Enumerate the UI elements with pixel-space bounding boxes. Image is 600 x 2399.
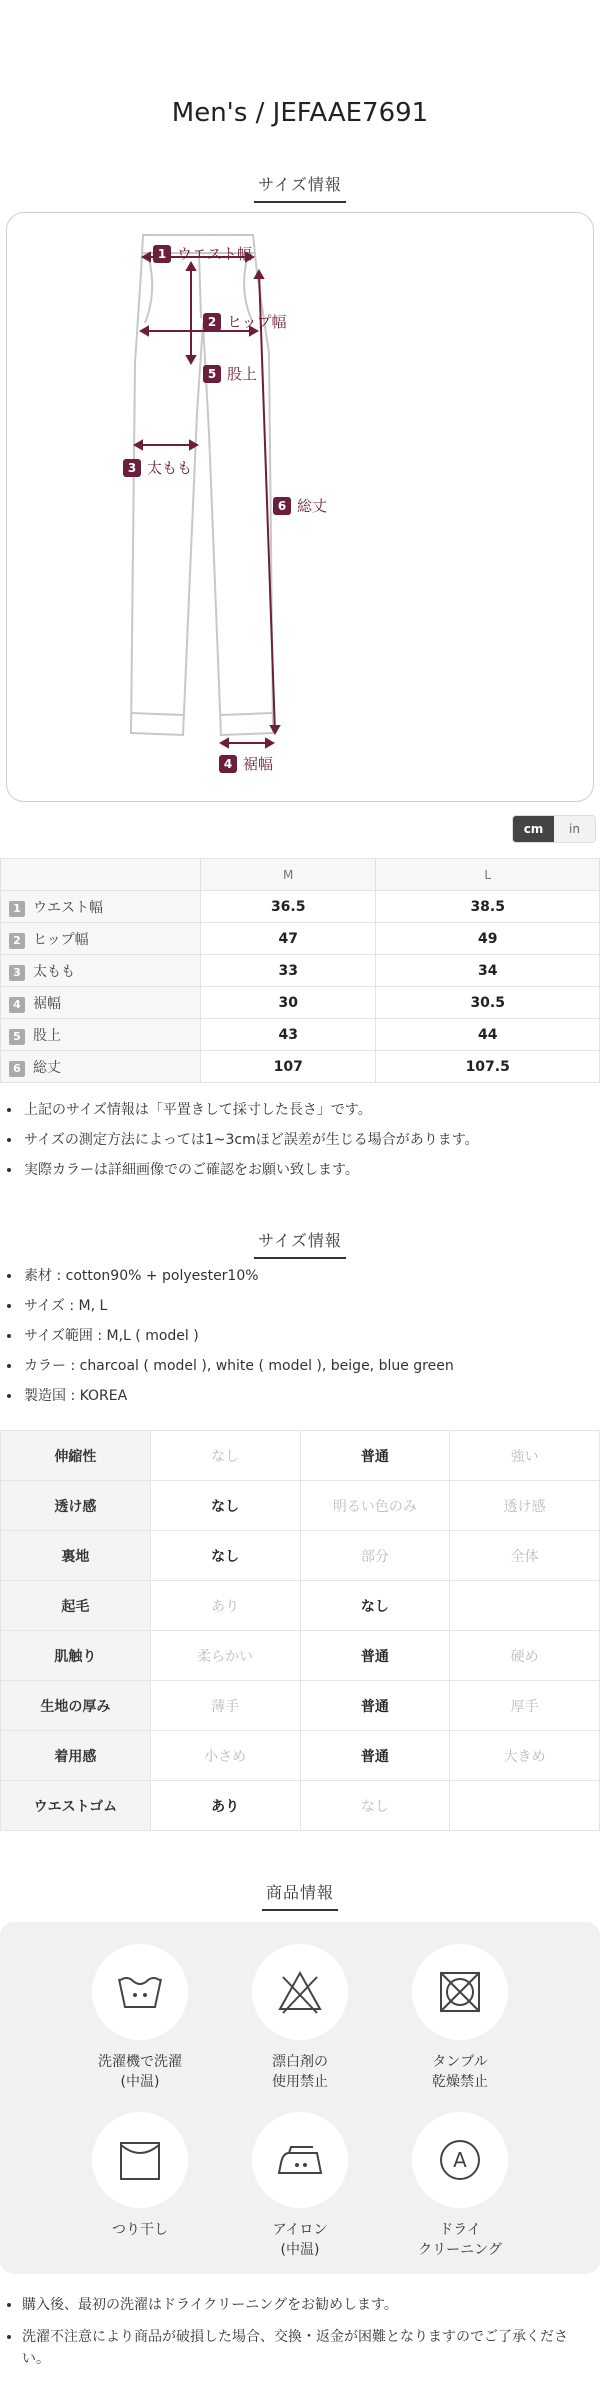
pants-measurement-diagram (6, 212, 594, 802)
table-row (1, 1631, 600, 1681)
table-row (1, 1581, 600, 1631)
list-item: • 洗濯不注意により商品が破損した場合、交換・返金が困難となりますのでご了承ください。 (22, 2326, 582, 2370)
table-row: 4 裾幅 30 30.5 (1, 987, 600, 1019)
spec-option: 普通 (300, 1631, 450, 1681)
cell-value: 38.5 (376, 891, 600, 923)
unit-in-button[interactable]: in (554, 816, 595, 842)
wash-30-icon (115, 1967, 165, 2017)
list-item: • カラー : charcoal ( model ), white ( model ), beige, blue green (22, 1356, 582, 1376)
spec-option: 柔らかい (150, 1631, 300, 1681)
spec-label: 起毛 (1, 1581, 151, 1631)
row-label: 総丈 (33, 1059, 61, 1076)
no-tumble-dry-icon (435, 1967, 485, 2017)
cell-value: 44 (376, 1019, 600, 1051)
table-row: 3 太もも 33 34 (1, 955, 600, 987)
spec-option: 全体 (450, 1531, 600, 1581)
dry-clean-icon (435, 2135, 485, 2185)
cell-value: 30.5 (376, 987, 600, 1019)
header-size-m: M (201, 859, 376, 891)
list-item: • 実際カラーは詳細画像でのご確認をお願い致します。 (22, 1160, 582, 1180)
spec-option: なし (300, 1781, 450, 1831)
spec-option (450, 1581, 600, 1631)
header-empty (1, 859, 201, 891)
list-item: • サイズ : M, L (22, 1296, 582, 1316)
spec-label: 裏地 (1, 1531, 151, 1581)
spec-label: 着用感 (1, 1731, 151, 1781)
spec-option: 部分 (300, 1531, 450, 1581)
table-row: 2 ヒップ幅 47 49 (1, 923, 600, 955)
care-notes (22, 2294, 582, 2380)
label-waist: 1 ウエスト幅 (153, 243, 252, 264)
care-item: タンブル 乾燥禁止 (380, 1944, 540, 2092)
cell-value: 49 (376, 923, 600, 955)
cell-value: 43 (201, 1019, 376, 1051)
table-row (1, 1731, 600, 1781)
cell-value: 30 (201, 987, 376, 1019)
list-item: • 上記のサイズ情報は「平置きして採寸した長さ」です。 (22, 1100, 582, 1120)
iron-medium-icon (275, 2135, 325, 2185)
info-section-heading: サイズ情報 (0, 1228, 600, 1259)
row-label: ヒップ幅 (33, 931, 89, 948)
spec-option: 強い (450, 1431, 600, 1481)
table-row (1, 1681, 600, 1731)
table-row (1, 1481, 600, 1531)
row-label: 裾幅 (33, 995, 61, 1012)
spec-option: あり (150, 1781, 300, 1831)
spec-option: なし (150, 1531, 300, 1581)
spec-option: なし (150, 1481, 300, 1531)
svg-text:A: A (453, 2148, 467, 2172)
list-item: • 製造国 : KOREA (22, 1386, 582, 1406)
spec-option: なし (150, 1431, 300, 1481)
row-label: 太もも (33, 963, 75, 980)
care-instructions-panel (0, 1922, 600, 2274)
cell-value: 47 (201, 923, 376, 955)
unit-toggle[interactable] (512, 815, 596, 843)
spec-option: 透け感 (450, 1481, 600, 1531)
cell-value: 34 (376, 955, 600, 987)
care-item: 漂白剤の 使用禁止 (220, 1944, 380, 2092)
unit-cm-button[interactable]: cm (513, 816, 554, 842)
size-notes (22, 1100, 582, 1190)
table-row: 5 股上 43 44 (1, 1019, 600, 1051)
spec-option: 大きめ (450, 1731, 600, 1781)
table-row: 6 総丈 107 107.5 (1, 1051, 600, 1083)
care-item: つり干し (60, 2112, 220, 2240)
row-label: 股上 (33, 1027, 61, 1044)
label-thigh: 3 太もも (123, 457, 192, 478)
row-label: ウエスト幅 (33, 899, 103, 916)
fabric-spec-table (0, 1430, 600, 1831)
cell-value: 33 (201, 955, 376, 987)
header-size-l: L (376, 859, 600, 891)
spec-option: 小さめ (150, 1731, 300, 1781)
page-title: Men's / JEFAAE7691 (171, 98, 429, 128)
spec-option: 厚手 (450, 1681, 600, 1731)
spec-label: 肌触り (1, 1631, 151, 1681)
no-bleach-icon (275, 1967, 325, 2017)
size-section-heading: サイズ情報 (0, 172, 600, 203)
table-row (1, 1781, 600, 1831)
cell-value: 107.5 (376, 1051, 600, 1083)
spec-option (450, 1781, 600, 1831)
table-header-row (1, 859, 600, 891)
spec-option: あり (150, 1581, 300, 1631)
label-rise: 5 股上 (203, 363, 257, 384)
spec-option: 普通 (300, 1731, 450, 1781)
list-item: • 購入後、最初の洗濯はドライクリーニングをお勧めします。 (22, 2294, 582, 2316)
spec-label: 伸縮性 (1, 1431, 151, 1481)
spec-label: ウエストゴム (1, 1781, 151, 1831)
product-section-heading: 商品情報 (0, 1880, 600, 1911)
care-item: 洗濯機で洗濯 (中温) (60, 1944, 220, 2092)
table-row (1, 1431, 600, 1481)
line-dry-icon (115, 2135, 165, 2185)
list-item: • 素材 : cotton90% + polyester10% (22, 1266, 582, 1286)
label-length: 6 総丈 (273, 495, 327, 516)
spec-option: 明るい色のみ (300, 1481, 450, 1531)
list-item: • サイズの測定方法によっては1~3cmほど誤差が生じる場合があります。 (22, 1130, 582, 1150)
cell-value: 36.5 (201, 891, 376, 923)
care-item: アイロン (中温) (220, 2112, 380, 2260)
spec-option: 硬め (450, 1631, 600, 1681)
spec-label: 生地の厚み (1, 1681, 151, 1731)
list-item: • サイズ範囲 : M,L ( model ) (22, 1326, 582, 1346)
table-row (1, 1531, 600, 1581)
size-table (0, 858, 600, 1083)
spec-option: 薄手 (150, 1681, 300, 1731)
spec-option: 普通 (300, 1681, 450, 1731)
table-row: 1 ウエスト幅 36.5 38.5 (1, 891, 600, 923)
cell-value: 107 (201, 1051, 376, 1083)
care-item: A ドライ クリーニング (380, 2112, 540, 2260)
product-info-list (22, 1266, 582, 1416)
label-hip: 2 ヒップ幅 (203, 311, 287, 332)
spec-option: 普通 (300, 1431, 450, 1481)
spec-label: 透け感 (1, 1481, 151, 1531)
label-hem: 4 裾幅 (219, 753, 273, 774)
spec-option: なし (300, 1581, 450, 1631)
